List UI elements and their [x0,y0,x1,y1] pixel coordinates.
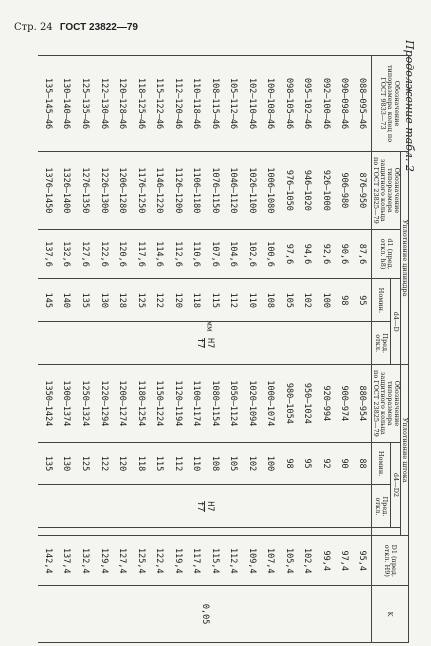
D1-cell: 137,4 [57,536,76,586]
group-rod-header: Уплотнение штока [400,365,408,536]
rod-code-cell: 1100—1174 [186,365,205,443]
rod-code-cell: 1220—1294 [94,365,113,443]
tolerance-top: H7 [205,338,216,349]
d1-cell: 107,6 [205,229,224,279]
rod-code-cell: 1300—1374 [57,365,76,443]
col-d1-header: d1 (пред. откл. h8) [371,229,400,279]
D1-cell: 117,4 [186,536,205,586]
d1-cell: 87,6 [353,229,372,279]
d4D-nominal-cell: 100 [316,279,335,322]
rod-code-cell: 980—1054 [279,365,298,443]
col-tol2-header: Пред. откл. [371,485,390,528]
d1-cell: 94,6 [297,229,316,279]
d4D2-nominal-cell: 100 [260,442,279,485]
ring-code-cell: 122—130—46 [94,56,113,152]
D1-cell: 129,4 [94,536,113,586]
ring-code-cell: 130—140—46 [57,56,76,152]
d4D-nominal-cell: 108 [260,279,279,322]
tolerance-fraction [195,501,214,511]
tolerance-bottom: f7 [194,501,205,512]
piston-code-cell: 1026—1100 [242,152,261,230]
d4D-nominal-cell: 110 [242,279,261,322]
d4D2-nominal-cell: 135 [38,442,57,485]
d4D-nominal-cell: 135 [75,279,94,322]
d4D-nominal-cell: 102 [297,279,316,322]
ring-code-cell: 108—115—46 [205,56,224,152]
table-wrapper [44,55,409,643]
d1-cell: 120,6 [112,229,131,279]
d4D2-nominal-cell: 120 [112,442,131,485]
ring-code-cell: 100—108—46 [260,56,279,152]
piston-code-cell: 876—950 [353,152,372,230]
rod-code-cell: 1350—1424 [38,365,57,443]
rod-code-cell: 1200—1274 [112,365,131,443]
ring-code-cell: 112—120—46 [168,56,187,152]
d4D2-nominal-cell: 90 [334,442,353,485]
k-value-cell: 0,05 [38,586,371,643]
piston-code-cell: 926—1000 [316,152,335,230]
rod-code-cell: 900—974 [334,365,353,443]
tolerance-bottom: f7 [194,338,205,349]
rod-code-cell: 880—954 [353,365,372,443]
page-header [14,22,138,33]
d4D-tolerance-cell [38,322,371,365]
ring-code-cell: 098—105—46 [279,56,298,152]
piston-code-cell: 1376—1450 [38,152,57,230]
piston-code-cell: 1106—1180 [186,152,205,230]
d4D2-nominal-cell: 95 [297,442,316,485]
d4D-nominal-cell: 95 [353,279,372,322]
d4D-nominal-cell: 140 [57,279,76,322]
d4D-nominal-cell: 122 [149,279,168,322]
D1-cell: 122,4 [149,536,168,586]
D1-cell: 109,4 [242,536,261,586]
rod-code-cell: 1150—1224 [149,365,168,443]
d1-cell: 112,6 [168,229,187,279]
piston-code-cell: 1046—1120 [223,152,242,230]
tolerance-fraction [195,338,214,348]
d1-cell: 100,6 [260,229,279,279]
col-rod-code-header: Обозначение типоразмера защитного кольца по ГОСТ 23825—79 [371,365,400,443]
rod-code-cell: 1020—1094 [242,365,261,443]
d4D-nominal-cell: 112 [223,279,242,322]
d4D-nominal-cell: 105 [279,279,298,322]
d4D-nominal-cell: 130 [94,279,113,322]
piston-code-cell: 906—980 [334,152,353,230]
d1-cell: 97,6 [279,229,298,279]
d4D2-nominal-cell: 115 [149,442,168,485]
d1-cell: 110,6 [186,229,205,279]
piston-code-cell: 1146—1220 [149,152,168,230]
d1-cell: 104,6 [223,229,242,279]
col-tol-header: Пред. откл. [371,322,390,365]
ring-code-cell: 125—135—46 [75,56,94,152]
ring-code-cell: 092—100—46 [316,56,335,152]
piston-code-cell: 1206—1280 [112,152,131,230]
d1-cell: 117,6 [131,229,150,279]
d4D2-tolerance-cell [38,485,371,528]
rod-code-cell: 950—1024 [297,365,316,443]
standard-number: ГОСТ 23822—79 [59,22,138,33]
D1-cell: 119,4 [168,536,187,586]
col-nom-header: Номин. [371,279,390,322]
ring-code-cell: 110—118—46 [186,56,205,152]
D1-cell: 142,4 [38,536,57,586]
piston-code-cell: 1006—1080 [260,152,279,230]
d4D2-nominal-cell: 122 [94,442,113,485]
piston-code-cell: 1276—1350 [75,152,94,230]
d1-cell: 92,6 [316,229,335,279]
d4D2-nominal-cell: 92 [316,442,335,485]
unit-label: мм [205,320,214,332]
d1-cell: 90,6 [334,229,353,279]
piston-code-cell: 1126—1200 [168,152,187,230]
d1-cell: 102,6 [242,229,261,279]
d4D-nominal-cell: 98 [334,279,353,322]
d1-cell: 114,6 [149,229,168,279]
d4D2-nominal-cell: 130 [57,442,76,485]
ring-code-cell: 088—095—46 [353,56,372,152]
d4D2-nominal-cell: 102 [242,442,261,485]
col-piston-code-header: Обозначение типоразмера защитного кольца по ГОСТ 23825—79 [371,152,400,230]
ring-code-cell: 118—125—46 [131,56,150,152]
d1-cell: 132,6 [57,229,76,279]
rod-code-cell: 1000—1074 [260,365,279,443]
d4D2-nominal-cell: 105 [223,442,242,485]
d4D2-nominal-cell: 125 [75,442,94,485]
d4D-nominal-cell: 115 [205,279,224,322]
D1-cell: 107,4 [260,536,279,586]
D1-cell: 115,4 [205,536,224,586]
col-D1-header: D1 (пред. откл. H9) [371,536,408,586]
rod-code-cell: 1250—1324 [75,365,94,443]
d1-cell: 122,6 [94,229,113,279]
rod-code-cell: 920—994 [316,365,335,443]
D1-cell: 112,4 [223,536,242,586]
d4D2-nominal-cell: 108 [205,442,224,485]
d4D2-nominal-cell: 118 [131,442,150,485]
D1-cell: 99,4 [316,536,335,586]
D1-cell: 97,4 [334,536,353,586]
col-d4D-header: d4—D [390,279,400,365]
d1-cell: 137,6 [38,229,57,279]
ring-code-cell: 105—112—46 [223,56,242,152]
rod-code-cell: 1120—1194 [168,365,187,443]
D1-cell: 105,4 [279,536,298,586]
d4D-nominal-cell: 145 [38,279,57,322]
rod-code-cell: 1180—1254 [131,365,150,443]
page-number: Стр. 24 [14,22,53,33]
d4D-nominal-cell: 125 [131,279,150,322]
piston-code-cell: 1226—1300 [94,152,113,230]
piston-code-cell: 1076—1150 [205,152,224,230]
d4D2-nominal-cell: 112 [168,442,187,485]
d4D-nominal-cell: 128 [112,279,131,322]
table-body [38,56,371,643]
d4D2-nominal-cell: 110 [186,442,205,485]
D1-cell: 95,4 [353,536,372,586]
group-piston-header: Уплотнение цилиндра [400,152,408,365]
d4D2-nominal-cell: 88 [353,442,372,485]
table-row [353,56,372,643]
piston-code-cell: 1326—1400 [57,152,76,230]
tolerance-top: H7 [205,501,216,512]
table-caption: Продолжение табл. 2 [403,40,416,172]
ring-code-cell: 102—110—46 [242,56,261,152]
piston-code-cell: 976—1050 [279,152,298,230]
col-nom2-header: Номин. [371,442,390,485]
ring-code-cell: 120—128—46 [112,56,131,152]
piston-code-cell: 946—1020 [297,152,316,230]
dimensions-table [38,55,409,643]
d1-cell: 127,6 [75,229,94,279]
col-ring-header: Обозначение типоразмера колец по ГОСТ 9833—73 [371,56,408,152]
rod-code-cell: 1080—1154 [205,365,224,443]
d4D-nominal-cell: 118 [186,279,205,322]
d4D2-nominal-cell: 98 [279,442,298,485]
D1-cell: 132,4 [75,536,94,586]
ring-code-cell: 115—122—46 [149,56,168,152]
rod-code-cell: 1050—1124 [223,365,242,443]
d4D-nominal-cell: 120 [168,279,187,322]
ring-code-cell: 095—102—46 [297,56,316,152]
piston-code-cell: 1176—1250 [131,152,150,230]
D1-cell: 127,4 [112,536,131,586]
spacer-cell [38,528,371,536]
col-K-header: K [371,586,408,643]
col-d4D2-header: d4—D2 [390,442,400,528]
ring-code-cell: 135—145—46 [38,56,57,152]
col-spacer [371,528,400,536]
D1-cell: 125,4 [131,536,150,586]
D1-cell: 102,4 [297,536,316,586]
ring-code-cell: 090—098—46 [334,56,353,152]
